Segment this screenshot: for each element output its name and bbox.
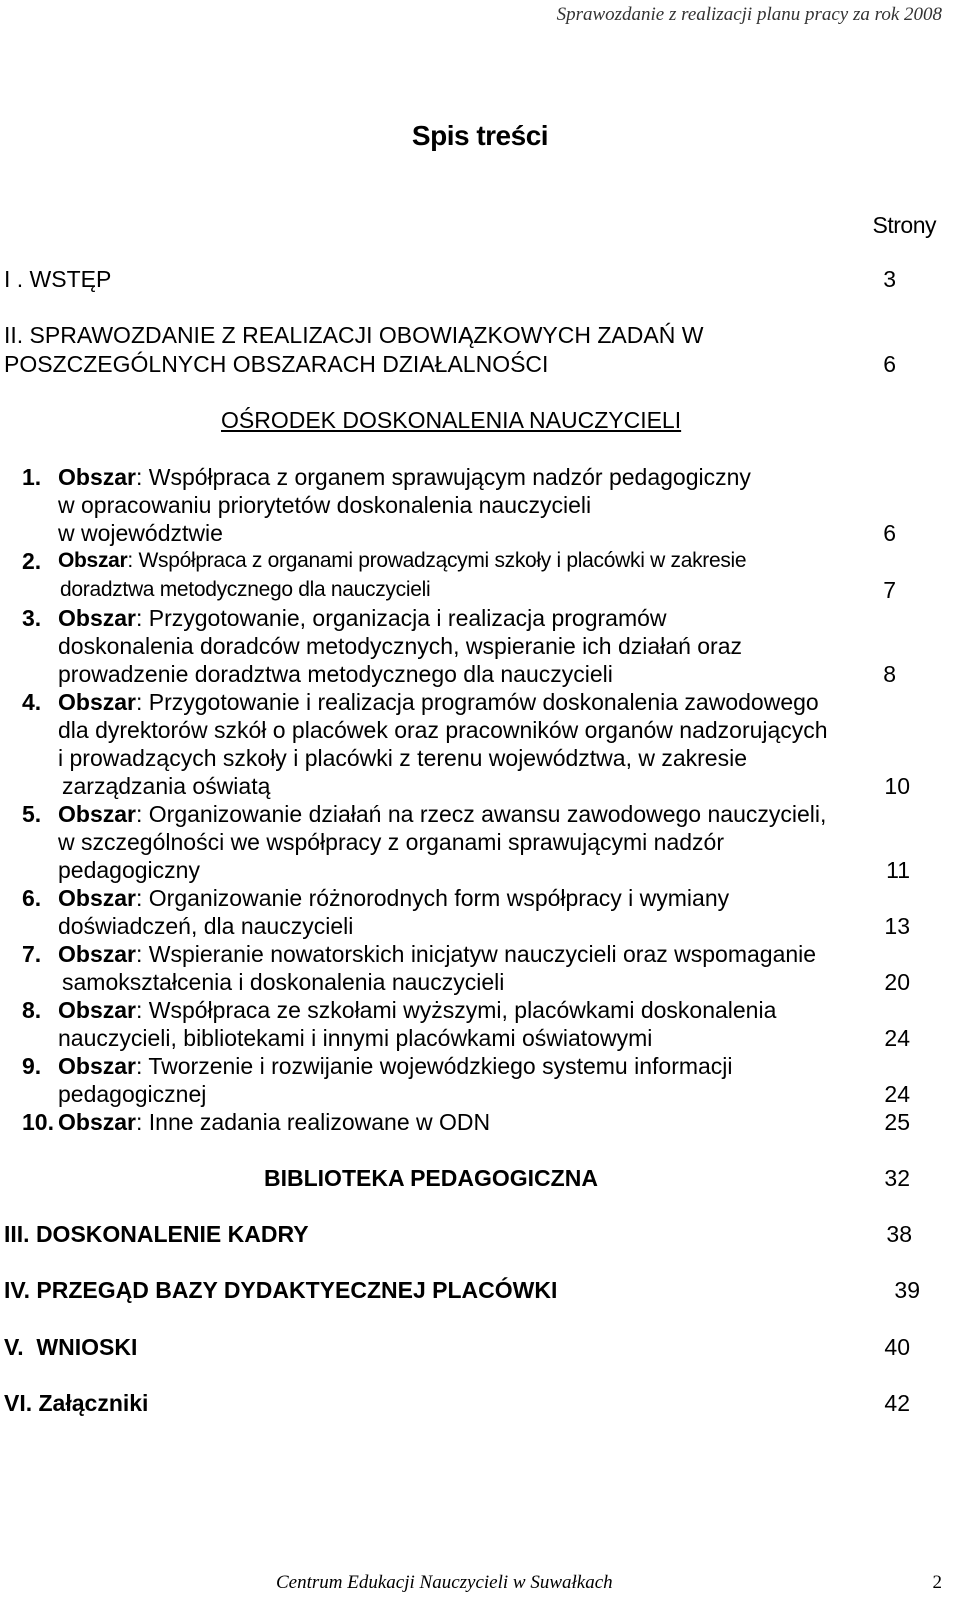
obszar-label: Obszar — [58, 689, 136, 715]
item-10-line1-text: : Inne zadania realizowane w ODN — [135, 1109, 491, 1135]
item-4-page: 10 — [884, 773, 910, 799]
item-7-line2: samokształcenia i doskonalenia nauczycieli — [62, 969, 505, 995]
item-5-line3: pedagogiczny — [58, 857, 200, 883]
item-4-line1 — [58, 689, 819, 716]
item-3-line1 — [58, 605, 667, 632]
page-title: Spis treści — [411, 120, 549, 151]
item-2-line2: doradztwa metodycznego dla nauczycieli — [60, 578, 431, 601]
item-1-page: 6 — [883, 520, 896, 546]
item-4-line1-text: : Przygotowanie i realizacja programów doskonalenia zawodowego — [135, 689, 819, 715]
item-2-number: 2. — [22, 548, 42, 574]
item-9-line2: pedagogicznej — [58, 1081, 207, 1107]
item-3-line2: doskonalenia doradców metodycznych, wspieranie ich działań oraz — [58, 633, 742, 659]
item-1-line1-text: : Współpraca z organem sprawującym nadzór pedagogiczny — [135, 464, 751, 490]
biblioteka-page: 32 — [884, 1165, 910, 1191]
toc-section-5-label: V. WNIOSKI — [4, 1334, 138, 1360]
item-2-page: 7 — [883, 577, 896, 603]
item-5-line1 — [58, 801, 826, 828]
item-6-line2: doświadczeń, dla nauczycieli — [58, 913, 354, 939]
item-7-line1 — [58, 941, 816, 968]
item-1-line2: w opracowaniu priorytetów doskonalenia nauczycieli — [58, 492, 592, 518]
running-header: Sprawozdanie z realizacji planu pracy za rok 2008 — [556, 4, 942, 25]
item-1-number: 1. — [22, 464, 42, 490]
item-1-line3: w województwie — [58, 520, 223, 546]
toc-section-1-label: I . WSTĘP — [4, 266, 112, 292]
item-5-number: 5. — [22, 801, 42, 827]
item-3-line1-text: : Przygotowanie, organizacja i realizacja programów — [135, 605, 667, 631]
item-4-line2: dla dyrektorów szkół o placówek oraz pracowników organów nadzorujących — [58, 717, 828, 743]
item-6-number: 6. — [22, 885, 42, 911]
item-5-line2: w szczególności we współpracy z organami sprawującymi nadzór — [58, 829, 724, 855]
biblioteka-heading: BIBLIOTEKA PEDAGOGICZNA — [264, 1165, 598, 1191]
toc-section-4-page: 39 — [894, 1277, 920, 1303]
toc-section-4-label: IV. PRZEGĄD BAZY DYDAKTYECZNEJ PLACÓWKI — [4, 1277, 558, 1303]
item-8-line1-text: : Współpraca ze szkołami wyższymi, placówkami doskonalenia — [135, 997, 777, 1023]
item-5-line1-text: : Organizowanie działań na rzecz awansu zawodowego nauczycieli, — [135, 801, 827, 827]
item-2-line1-text: : Współpraca z organami prowadzącymi szkoły i placówki w zakresie — [127, 549, 747, 572]
toc-section-6-page: 42 — [884, 1390, 910, 1416]
obszar-label: Obszar — [58, 885, 136, 911]
obszar-label: Obszar — [58, 549, 128, 572]
item-6-page: 13 — [884, 913, 910, 939]
item-3-page: 8 — [883, 661, 896, 687]
item-7-page: 20 — [884, 969, 910, 995]
footer-institution: Centrum Edukacji Nauczycieli w Suwałkach — [276, 1572, 613, 1593]
item-8-number: 8. — [22, 997, 42, 1023]
item-9-number: 9. — [22, 1053, 42, 1079]
item-10-number: 10. — [22, 1109, 54, 1135]
item-10-line1 — [58, 1109, 490, 1136]
obszar-label: Obszar — [58, 1109, 136, 1135]
item-6-line1 — [58, 885, 729, 912]
item-3-line3: prowadzenie doradztwa metodycznego dla nauczycieli — [58, 661, 613, 687]
odn-heading: OŚRODEK DOSKONALENIA NAUCZYCIELI — [221, 407, 682, 433]
item-4-line3: i prowadzących szkoły i placówki z terenu województwa, w zakresie — [58, 745, 748, 771]
item-8-page: 24 — [884, 1025, 910, 1051]
toc-section-3-page: 38 — [886, 1221, 912, 1247]
item-9-line1-text: : Tworzenie i rozwijanie wojewódzkiego systemu informacji — [135, 1053, 733, 1079]
obszar-label: Obszar — [58, 801, 136, 827]
pages-column-label: Strony — [872, 212, 936, 238]
item-3-number: 3. — [22, 605, 42, 631]
toc-section-1-page: 3 — [883, 266, 896, 292]
item-7-line1-text: : Wspieranie nowatorskich inicjatyw nauczycieli oraz wspomaganie — [135, 941, 817, 967]
toc-section-6-label: VI. Załączniki — [4, 1390, 149, 1416]
toc-section-2-page: 6 — [883, 351, 896, 377]
obszar-label: Obszar — [58, 941, 136, 967]
item-8-line2: nauczycieli, bibliotekami i innymi placówkami oświatowymi — [58, 1025, 653, 1051]
obszar-label: Obszar — [58, 997, 136, 1023]
item-4-number: 4. — [22, 689, 42, 715]
toc-section-2-line2: POSZCZEGÓLNYCH OBSZARACH DZIAŁALNOŚCI — [4, 351, 549, 377]
item-1-line1 — [58, 464, 751, 491]
footer-page-number: 2 — [932, 1572, 942, 1593]
item-9-line1 — [58, 1053, 733, 1080]
obszar-label: Obszar — [58, 464, 136, 490]
obszar-label: Obszar — [58, 605, 136, 631]
item-10-page: 25 — [884, 1109, 910, 1135]
item-5-page: 11 — [886, 857, 910, 883]
item-4-line4: zarządzania oświatą — [62, 773, 271, 799]
item-7-number: 7. — [22, 941, 42, 967]
item-6-line1-text: : Organizowanie różnorodnych form współpracy i wymiany — [135, 885, 730, 911]
toc-section-5-page: 40 — [884, 1334, 910, 1360]
item-2-line1 — [58, 549, 746, 573]
toc-section-2-line1: II. SPRAWOZDANIE Z REALIZACJI OBOWIĄZKOWYCH ZADAŃ W — [4, 322, 704, 348]
item-8-line1 — [58, 997, 776, 1024]
item-9-page: 24 — [884, 1081, 910, 1107]
toc-section-3-label: III. DOSKONALENIE KADRY — [4, 1221, 309, 1247]
obszar-label: Obszar — [58, 1053, 136, 1079]
